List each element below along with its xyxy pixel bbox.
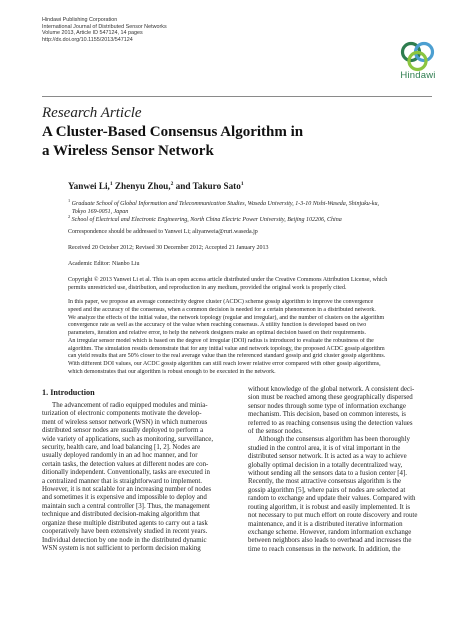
affiliation-line: Tokyo 169-0051, Japan — [72, 208, 129, 215]
affiliation-line: School of Electrical and Electronic Engineering, North China Electric Power University, Beijing 102206, China — [71, 217, 342, 223]
abstract-line: With different DOI values, our ACDC gossip algorithm can still reach lower relative error compared with other gossip algorithms, — [68, 361, 381, 367]
body-line: routing algorithm, it is robust and easily implemented. It is — [248, 503, 411, 511]
article-type: Research Article — [42, 105, 142, 121]
body-line: globally optimal decision in a totally decentralized way, — [248, 461, 403, 469]
body-line: not necessary to put much effort on route discovery and route — [248, 512, 418, 520]
body-column-left — [42, 402, 229, 553]
abstract-line: parameters, iteration and relative error, to help the network designers make an optimal decision based on their requirements. — [68, 330, 366, 336]
journal-name-line: International Journal of Distributed Sensor Networks — [42, 23, 167, 30]
body-line: sensor nodes through some type of information exchange — [248, 402, 406, 410]
journal-header — [42, 17, 167, 43]
author-list — [68, 181, 244, 191]
body-line: Individual detection by one node in the distributed dynamic — [42, 536, 207, 544]
body-line: without knowledge of the global network. A consistent deci- — [248, 386, 415, 393]
section-heading: 1. Introduction — [42, 388, 95, 397]
body-line: time to reach consensus in the network. In addition, the — [248, 545, 401, 553]
body-line: between neighbors also leads to overhead and increases the — [248, 537, 412, 545]
body-line: without sending all the sensors data to a fusion center [4]. — [248, 470, 408, 478]
body-line: distributed sensor network. It is acted as a way to achieve — [248, 453, 407, 461]
body-line: a centralized manner that is straightforward to implement. — [42, 477, 202, 485]
author-name: Yanwei Li, — [68, 181, 110, 192]
body-line: and sometimes it is expensive and impossible to deploy and — [42, 494, 207, 502]
author-affiliation-mark: 1 — [109, 181, 113, 187]
body-line: mechanism. This decision, based on common interests, is — [248, 411, 406, 419]
affiliation — [68, 213, 438, 225]
body-line: maintenance, and it is a distributed iterative information — [248, 520, 403, 528]
affiliation-mark: 1 — [68, 198, 71, 203]
affiliation-line: Graduate School of Global Information and Telecommunication Studies, Waseda University, 1-3-10 Nishi-Waseda, Shinjuku-ku, — [71, 201, 379, 207]
abstract-line: algorithm. The simulation results demonstrate that for any initial value and network topology, the proposed ACDC gossip algorithm — [68, 345, 385, 352]
body-line: ditionally independent. Conventionally, tasks are executed in — [42, 469, 210, 477]
body-line: Although the consensus algorithm has been thoroughly — [258, 436, 410, 444]
abstract-line: In this paper, we propose an average connectivity degree cluster (ACDC) scheme gossip algorithm to improve the convergence — [68, 299, 374, 305]
abstract-line: can yield results that are 50% closer to the real average value than the referenced standard gossip and grid cluster gossip algorithms. — [68, 353, 386, 360]
doi-link[interactable]: http://dx.doi.org/10.1155/2013/547124 — [42, 36, 133, 43]
body-line: of the sensor nodes. — [248, 428, 303, 436]
body-line: studied in the control area, it is of vital important in the — [248, 444, 401, 452]
body-line: The advancement of radio equipped modules and minia- — [52, 402, 208, 409]
body-line: distributed sensor nodes are usually deployed to perform a — [42, 427, 204, 435]
correspondence: Correspondence should be addressed to Yanwei Li; aliyanweia@ruri.waseda.jp — [68, 229, 258, 235]
body-line: sion must be reached among these geographically dispersed — [248, 394, 413, 402]
copyright-line: Copyright © 2013 Yanwei Li et al. This is an open access article distributed under the Creative Commons Attribution License, which — [68, 277, 388, 283]
author-affiliation-mark: 2 — [170, 181, 174, 187]
body-line: random to exchange and update their values. Compared with — [248, 495, 416, 503]
body-line: cooperatively have been extensively studied in recent years. — [42, 528, 208, 536]
body-line: turization of electronic components motivate the develop- — [42, 410, 202, 418]
affiliation-mark: 2 — [68, 214, 71, 219]
volume-line: Volume 2013, Article ID 547124, 14 pages — [42, 30, 143, 37]
body-line: Recently, the most attractive consensus algorithm is the — [248, 478, 402, 486]
abstract-line: speed and the accuracy of the consensus, when a common decision is needed for a certain phenomenon in a distributed network. — [68, 306, 376, 313]
abstract — [68, 299, 436, 377]
body-line: WSN system is not sufficient to perform decision making — [42, 544, 201, 552]
author-name: and Takuro Sato — [173, 181, 241, 192]
body-line: organize these multiple distributed agents to carry out a task — [42, 519, 208, 527]
abstract-line: An irregular sensor model which is based on the degree of irregular (DOI) radius is introduced to evaluate the robustness of the — [68, 337, 374, 344]
body-line: However, it is not scalable for an increasing number of nodes — [42, 486, 212, 494]
publisher-line: Hindawi Publishing Corporation — [42, 17, 118, 23]
title-line: A Cluster-Based Consensus Algorithm in — [42, 124, 304, 140]
body-line: certain tasks, the detection values at different nodes are con- — [42, 460, 209, 468]
body-line: technique and distributed decision-making algorithm that — [42, 511, 200, 519]
body-column-right — [248, 386, 435, 554]
body-line: wide variety of applications, such as monitoring, surveillance, — [42, 435, 214, 443]
body-line: exchange scheme. However, random information exchange — [248, 528, 412, 536]
hindawi-logo-text: Hindawi — [400, 70, 436, 81]
copyright-line: permits unrestricted use, distribution, and reproduction in any medium, provided the original work is properly cited. — [68, 284, 347, 291]
abstract-line: which demonstrates that our algorithm is robust enough to be executed in the network. — [68, 368, 276, 375]
body-line: ment of wireless sensor network (WSN) in which numerous — [42, 418, 208, 426]
body-line: gossip algorithm [5], where pairs of nodes are selected at — [248, 486, 406, 494]
body-line: referred to as reaching consensus using the detection values — [248, 419, 413, 427]
author-affiliation-mark: 1 — [240, 181, 244, 187]
article-title — [42, 123, 422, 160]
body-line: usually deployed randomly in an ad hoc manner, and for — [42, 452, 198, 460]
body-line: security, health care, and load balancing [1, 2]. Nodes are — [42, 444, 201, 452]
copyright-notice — [68, 277, 438, 293]
title-line: a Wireless Sensor Network — [42, 142, 214, 159]
academic-editor: Academic Editor: Nianbo Liu — [68, 261, 140, 267]
body-line: maintain such a central controller [3]. Thus, the management — [42, 502, 210, 510]
publication-dates: Received 20 October 2012; Revised 30 December 2012; Accepted 21 January 2013 — [68, 245, 269, 251]
header-divider — [42, 96, 432, 97]
abstract-line: We analyze the effects of the initial value, the network topology (regular and irregular), and the number of clusters on the algorithm — [68, 314, 385, 321]
author-name: Zhenyu Zhou, — [112, 181, 171, 192]
abstract-line: convergence rate as well as the accuracy of the value when reaching consensus. A utility function is developed based on two — [68, 322, 367, 329]
